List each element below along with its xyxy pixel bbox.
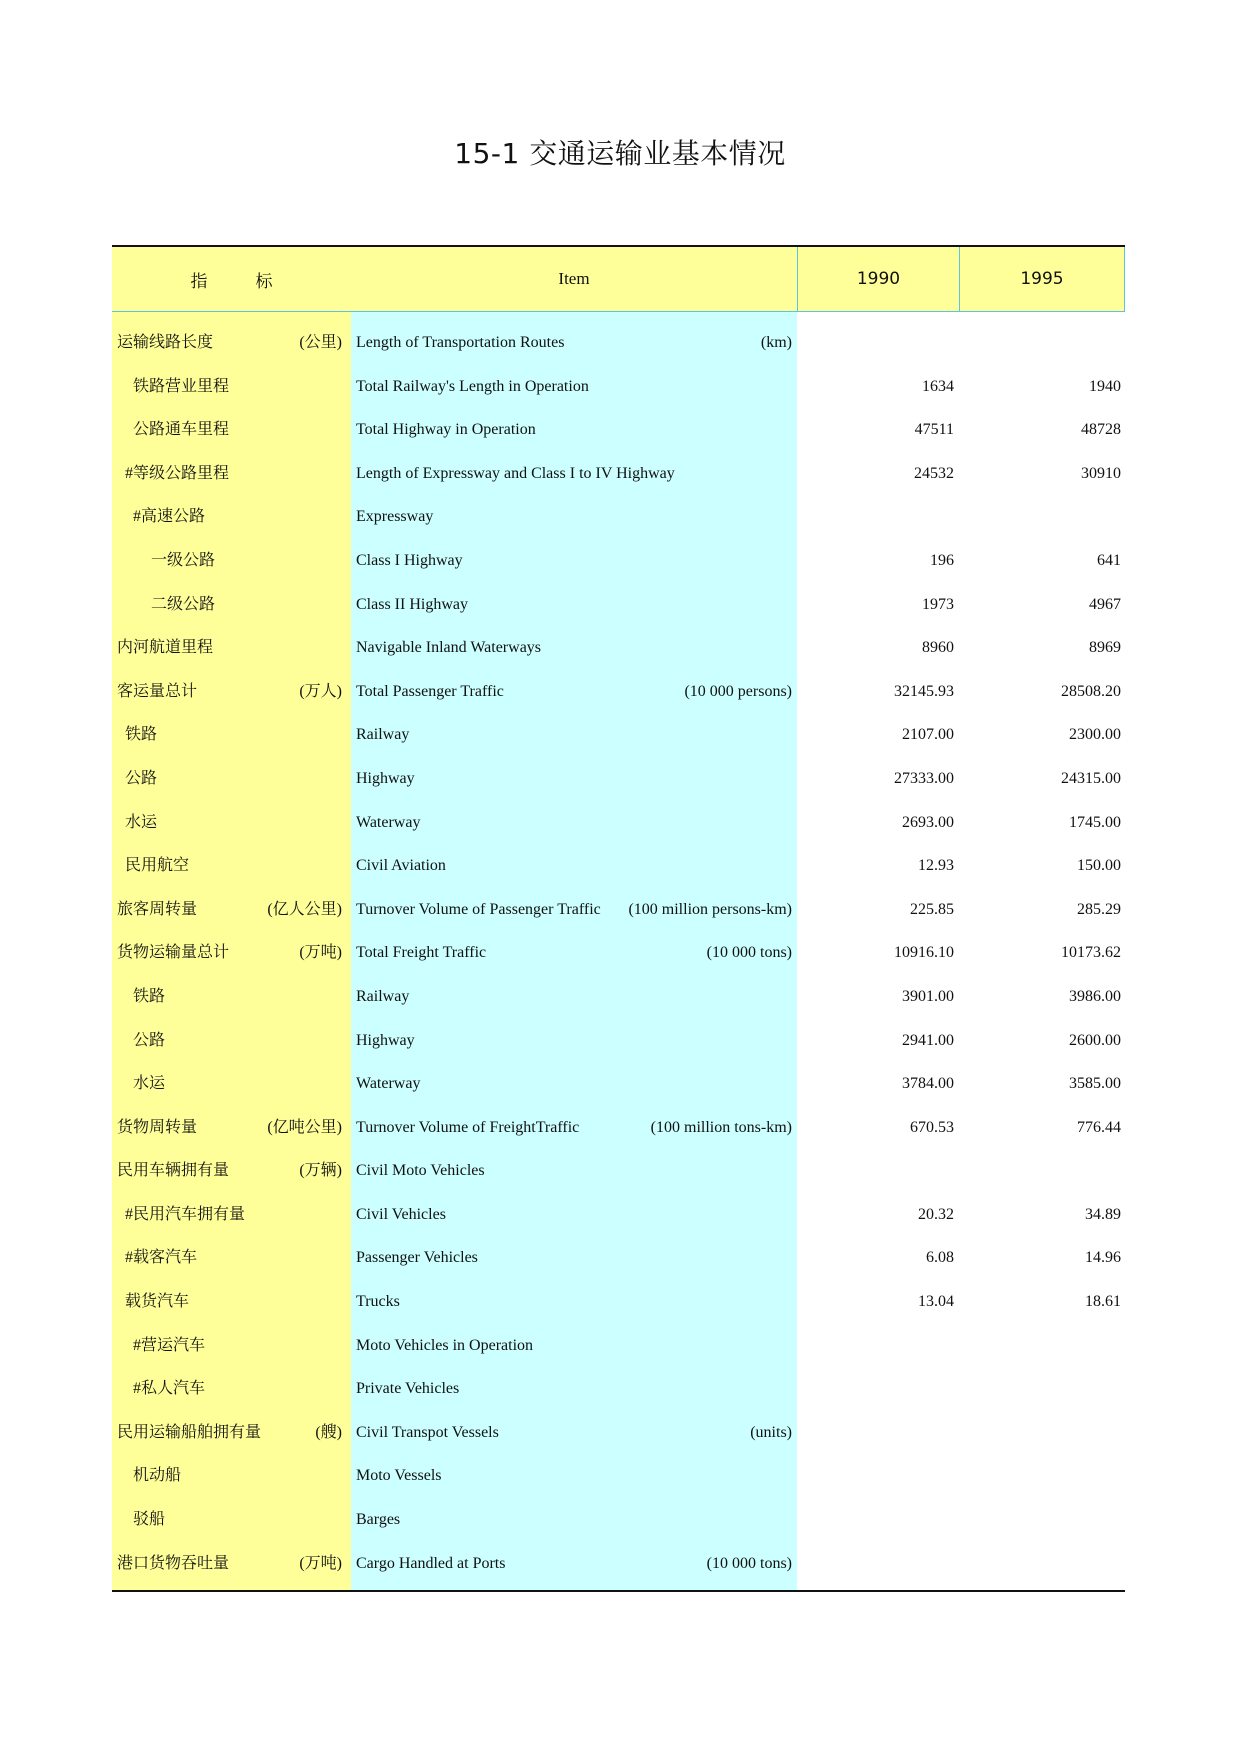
table-row (112, 1324, 1125, 1368)
header-year-1990: 1990 (797, 246, 960, 312)
table-row (112, 1193, 1125, 1237)
row-unit-cn (242, 539, 342, 583)
row-value-1990: 3784.00 (902, 1075, 954, 1093)
row-unit-en (556, 1454, 792, 1498)
row-value-1990: 10916.10 (894, 944, 954, 962)
row-value-1995: 4967 (1089, 595, 1121, 613)
row-label-cn: 驳船 (133, 1511, 166, 1529)
row-unit-en (556, 1062, 792, 1106)
row-unit-cn (242, 801, 342, 845)
row-label-en: Civil Transpot Vessels (356, 1423, 499, 1441)
row-unit-en (556, 495, 792, 539)
row-label-en: Trucks (356, 1293, 400, 1311)
row-label-cn: 公路通车里程 (133, 421, 230, 439)
row-unit-cn (242, 1019, 342, 1063)
header-indicator-cn (112, 246, 351, 312)
row-label-en: Waterway (356, 813, 421, 831)
row-label-cn: 客运量总计 (117, 682, 198, 700)
statistics-table (112, 246, 1125, 312)
row-unit-en: (units) (750, 1423, 792, 1441)
row-label-cn: 运输线路长度 (117, 334, 214, 351)
row-value-1995: 1940 (1089, 377, 1121, 395)
row-unit-en (556, 801, 792, 845)
row-value-1990: 2107.00 (902, 726, 954, 744)
row-label-en: Length of Expressway and Class I to IV Highway (356, 464, 675, 482)
row-value-1995 (967, 1498, 1121, 1542)
table-row (112, 931, 1125, 975)
row-unit-en (556, 1324, 792, 1368)
table-row (112, 713, 1125, 757)
row-unit-cn (242, 1324, 342, 1368)
table-row (112, 1236, 1125, 1280)
row-unit-cn: (亿人公里) (267, 900, 342, 918)
row-label-cn: #载客汽车 (125, 1249, 198, 1267)
row-label-cn: 民用航空 (125, 857, 190, 875)
row-label-cn: #民用汽车拥有量 (125, 1205, 246, 1223)
row-unit-en (556, 1280, 792, 1324)
row-value-1990 (802, 1542, 954, 1586)
table-row (112, 452, 1125, 496)
row-label-cn: 公路 (133, 1031, 166, 1049)
row-unit-en (556, 626, 792, 670)
row-label-en: Expressway (356, 508, 434, 526)
row-value-1995: 28508.20 (1061, 682, 1121, 700)
row-unit-en (556, 1236, 792, 1280)
row-value-1995: 1745.00 (1069, 813, 1121, 831)
table-row (112, 1062, 1125, 1106)
row-label-cn: 民用运输船舶拥有量 (117, 1423, 262, 1441)
row-value-1990 (802, 495, 954, 539)
header-year-1995: 1995 (960, 246, 1125, 312)
row-unit-cn (242, 365, 342, 409)
row-unit-en (556, 1193, 792, 1237)
row-unit-en (556, 1367, 792, 1411)
row-label-en: Turnover Volume of Passenger Traffic (356, 900, 601, 918)
row-label-cn: #私人汽车 (133, 1380, 206, 1398)
row-value-1990: 32145.93 (894, 682, 954, 700)
row-value-1990 (802, 1454, 954, 1498)
row-unit-cn: (万吨) (299, 1554, 342, 1572)
row-value-1990: 2693.00 (902, 813, 954, 831)
table-bottom-rule (112, 1590, 1125, 1592)
table-row (112, 1280, 1125, 1324)
row-unit-en (556, 452, 792, 496)
row-unit-en: (10 000 tons) (706, 1554, 792, 1572)
row-value-1990: 225.85 (910, 900, 954, 918)
row-value-1990: 8960 (922, 639, 954, 657)
row-value-1990: 12.93 (918, 857, 954, 875)
table-header (112, 246, 1125, 312)
row-unit-cn (242, 1454, 342, 1498)
row-value-1995: 641 (1097, 551, 1121, 569)
row-unit-cn (242, 1193, 342, 1237)
row-value-1995: 8969 (1089, 639, 1121, 657)
row-label-en: Total Freight Traffic (356, 944, 487, 962)
table-row (112, 757, 1125, 801)
row-label-en: Length of Transportation Routes (356, 334, 565, 351)
row-unit-cn: (艘) (315, 1423, 342, 1441)
row-label-cn: #等级公路里程 (125, 464, 230, 482)
table-row (112, 539, 1125, 583)
table-row (112, 1149, 1125, 1193)
row-unit-cn (242, 1280, 342, 1324)
row-label-cn: 一级公路 (151, 551, 216, 569)
table-body (112, 321, 1125, 1585)
row-unit-cn (242, 408, 342, 452)
row-unit-en: (100 million persons-km) (628, 900, 792, 918)
row-unit-cn: (公里) (299, 334, 342, 351)
row-value-1990: 27333.00 (894, 769, 954, 787)
table-row (112, 495, 1125, 539)
row-unit-en (556, 583, 792, 627)
row-value-1995 (967, 1542, 1121, 1586)
row-unit-cn: (万吨) (299, 944, 342, 962)
table-row (112, 1542, 1125, 1586)
row-unit-cn (242, 713, 342, 757)
row-value-1995: 10173.62 (1061, 944, 1121, 962)
row-unit-en (556, 539, 792, 583)
header-indicator-char-2: 标 (255, 271, 273, 291)
row-unit-cn (242, 452, 342, 496)
header-divider (112, 311, 797, 312)
row-value-1990: 24532 (914, 464, 954, 482)
row-unit-en: (100 million tons-km) (650, 1118, 792, 1136)
row-unit-cn (242, 844, 342, 888)
table-row (112, 1019, 1125, 1063)
table-row (112, 1367, 1125, 1411)
row-label-en: Cargo Handled at Ports (356, 1554, 506, 1572)
row-label-en: Private Vehicles (356, 1380, 460, 1398)
table-row (112, 321, 1125, 365)
row-label-en: Highway (356, 769, 415, 787)
table-row (112, 670, 1125, 714)
row-label-cn: 二级公路 (151, 595, 216, 613)
row-label-en: Turnover Volume of FreightTraffic (356, 1118, 580, 1136)
row-unit-en (556, 365, 792, 409)
row-label-en: Class II Highway (356, 595, 468, 613)
row-value-1995 (967, 495, 1121, 539)
row-label-en: Waterway (356, 1075, 421, 1093)
table-row (112, 408, 1125, 452)
row-unit-en (556, 408, 792, 452)
row-label-cn: 铁路 (125, 726, 158, 744)
row-unit-cn: (亿吨公里) (267, 1118, 342, 1136)
row-unit-cn (242, 1236, 342, 1280)
row-value-1995: 2600.00 (1069, 1031, 1121, 1049)
row-value-1995 (967, 1367, 1121, 1411)
row-value-1995: 2300.00 (1069, 726, 1121, 744)
row-label-en: Moto Vessels (356, 1467, 442, 1485)
row-label-cn: 旅客周转量 (117, 900, 198, 918)
row-unit-cn (242, 1498, 342, 1542)
row-value-1990: 20.32 (918, 1205, 954, 1223)
row-value-1995: 30910 (1081, 464, 1121, 482)
row-label-cn: #高速公路 (133, 508, 206, 526)
row-unit-cn: (万辆) (299, 1162, 342, 1180)
row-value-1995: 24315.00 (1061, 769, 1121, 787)
row-label-cn: 民用车辆拥有量 (117, 1162, 230, 1180)
row-value-1990: 1634 (922, 377, 954, 395)
row-label-en: Total Passenger Traffic (356, 682, 504, 700)
table-row (112, 365, 1125, 409)
row-label-cn: 公路 (125, 769, 158, 787)
row-value-1990: 1973 (922, 595, 954, 613)
row-label-cn: 货物周转量 (117, 1118, 198, 1136)
row-value-1995 (967, 1411, 1121, 1455)
row-label-cn: 港口货物吞吐量 (117, 1554, 230, 1572)
row-label-cn: 机动船 (133, 1467, 182, 1485)
row-unit-en (556, 757, 792, 801)
row-label-en: Railway (356, 987, 410, 1005)
row-value-1990: 6.08 (926, 1249, 954, 1267)
row-unit-en: (10 000 persons) (684, 682, 792, 700)
row-value-1990 (802, 1324, 954, 1368)
row-value-1990: 2941.00 (902, 1031, 954, 1049)
row-label-cn: 内河航道里程 (117, 639, 214, 657)
header-indicator-char-1: 指 (190, 271, 208, 291)
row-label-en: Total Railway's Length in Operation (356, 377, 589, 395)
table-row (112, 801, 1125, 845)
row-label-en: Civil Aviation (356, 857, 446, 875)
row-value-1995: 18.61 (1085, 1293, 1121, 1311)
row-label-en: Highway (356, 1031, 415, 1049)
row-unit-cn (242, 626, 342, 670)
table-row (112, 975, 1125, 1019)
row-label-en: Barges (356, 1511, 401, 1529)
row-label-en: Railway (356, 726, 410, 744)
row-value-1995 (967, 1454, 1121, 1498)
row-value-1995: 150.00 (1077, 857, 1121, 875)
table-row (112, 1454, 1125, 1498)
row-unit-en (556, 844, 792, 888)
row-unit-en: (10 000 tons) (706, 944, 792, 962)
row-value-1990 (802, 1498, 954, 1542)
row-value-1995: 48728 (1081, 421, 1121, 439)
row-value-1990: 47511 (914, 421, 954, 439)
table-row (112, 1411, 1125, 1455)
table-row (112, 626, 1125, 670)
row-label-cn: 水运 (125, 813, 158, 831)
row-unit-en (556, 1149, 792, 1193)
row-value-1995 (967, 321, 1121, 365)
row-value-1990: 196 (930, 551, 954, 569)
row-unit-en: (km) (760, 334, 792, 351)
row-unit-cn (242, 1062, 342, 1106)
table-row (112, 1498, 1125, 1542)
row-value-1995: 285.29 (1077, 900, 1121, 918)
row-label-en: Total Highway in Operation (356, 421, 536, 439)
row-label-cn: 铁路 (133, 987, 166, 1005)
row-unit-en (556, 1498, 792, 1542)
row-label-en: Class I Highway (356, 551, 463, 569)
row-value-1995: 3986.00 (1069, 987, 1121, 1005)
row-value-1995 (967, 1149, 1121, 1193)
row-value-1995 (967, 1324, 1121, 1368)
row-label-en: Navigable Inland Waterways (356, 639, 542, 657)
table-row (112, 888, 1125, 932)
table-row (112, 583, 1125, 627)
row-unit-cn (242, 975, 342, 1019)
table-row (112, 844, 1125, 888)
row-label-en: Civil Moto Vehicles (356, 1162, 485, 1180)
row-value-1995: 34.89 (1085, 1205, 1121, 1223)
row-value-1990: 3901.00 (902, 987, 954, 1005)
row-value-1995: 14.96 (1085, 1249, 1121, 1267)
row-unit-en (556, 1019, 792, 1063)
table-row (112, 1106, 1125, 1150)
row-unit-cn (242, 1367, 342, 1411)
row-unit-en (556, 713, 792, 757)
row-unit-cn: (万人) (299, 682, 342, 700)
row-value-1990 (802, 1367, 954, 1411)
row-label-cn: 货物运输量总计 (117, 944, 230, 962)
row-value-1995: 3585.00 (1069, 1075, 1121, 1093)
page-title: 15-1 交通运输业基本情况 (454, 137, 786, 170)
row-label-en: Passenger Vehicles (356, 1249, 478, 1267)
row-unit-cn (242, 495, 342, 539)
row-value-1990 (802, 1411, 954, 1455)
row-value-1990: 670.53 (910, 1118, 954, 1136)
row-value-1990 (802, 1149, 954, 1193)
row-unit-cn (242, 583, 342, 627)
row-value-1990 (802, 321, 954, 365)
row-unit-en (556, 975, 792, 1019)
row-label-cn: #营运汽车 (133, 1336, 206, 1354)
header-item-en: Item (351, 246, 797, 312)
row-unit-cn (242, 757, 342, 801)
row-value-1995: 776.44 (1077, 1118, 1121, 1136)
row-label-en: Civil Vehicles (356, 1205, 446, 1223)
row-value-1990: 13.04 (918, 1293, 954, 1311)
row-label-cn: 水运 (133, 1075, 166, 1093)
row-label-cn: 载货汽车 (125, 1293, 190, 1311)
row-label-cn: 铁路营业里程 (133, 377, 230, 395)
table-top-rule (112, 245, 1125, 247)
row-label-en: Moto Vehicles in Operation (356, 1336, 534, 1354)
